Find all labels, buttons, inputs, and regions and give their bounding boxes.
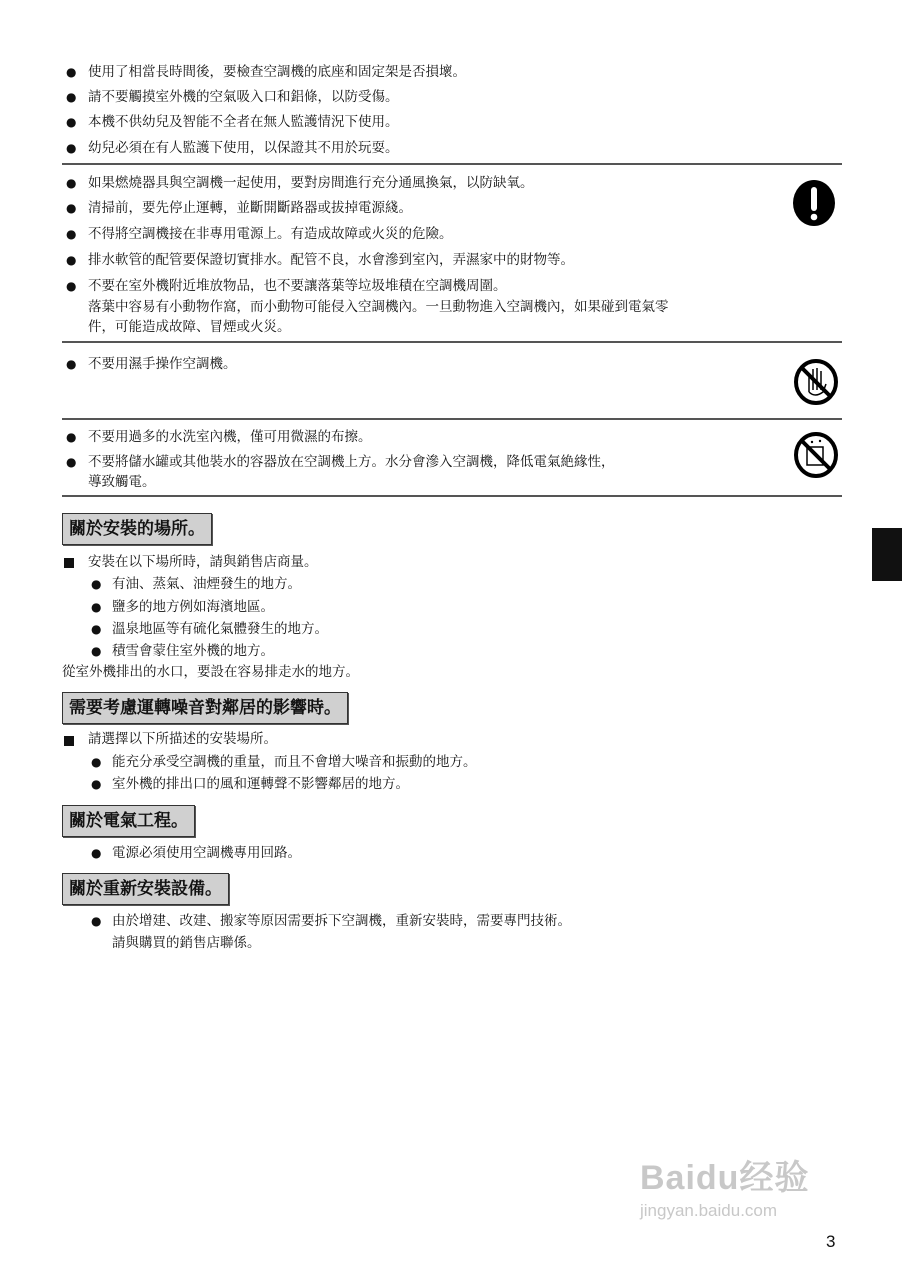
warning-text: 幼兒必須在有人監護下使用，以保證其不用於玩耍。 — [88, 140, 399, 156]
warning-text: 導致觸電。 — [88, 474, 156, 490]
bullet: ● — [66, 279, 77, 293]
watermark — [640, 1150, 809, 1221]
chapter-tab — [872, 528, 902, 581]
list-item: 積雪會蒙住室外機的地方。 — [112, 643, 274, 659]
section-heading-noise: 需要考慮運轉噪音對鄰居的影響時。 — [62, 692, 348, 724]
warning-text: 請不要觸摸室外機的空氣吸入口和鋁條，以防受傷。 — [88, 89, 399, 105]
warning-text: 排水軟管的配管要保證切實排水。配管不良，水會滲到室內，弄濕家中的財物等。 — [88, 252, 574, 268]
divider — [62, 495, 842, 497]
warning-text: 如果燃燒器具與空調機一起使用，要對房間進行充分通風換氣，以防缺氧。 — [88, 175, 534, 191]
section-heading-reinstall: 關於重新安裝設備。 — [62, 873, 229, 905]
section-note: 從室外機排出的水口，要設在容易排走水的地方。 — [62, 664, 359, 680]
bullet: ● — [91, 755, 102, 769]
warning-text: 不要將儲水罐或其他裝水的容器放在空調機上方。水分會滲入空調機，降低電氣絶緣性， — [88, 454, 615, 470]
list-item: 能充分承受空調機的重量，而且不會增大噪音和振動的地方。 — [112, 754, 477, 770]
divider — [62, 163, 842, 165]
warning-text: 不得將空調機接在非專用電源上。有造成故障或火災的危險。 — [88, 226, 453, 242]
exclamation-mandatory-icon — [791, 180, 837, 226]
watermark-url: jingyan.baidu.com — [640, 1201, 778, 1220]
list-item: 鹽多的地方例如海濱地區。 — [112, 599, 274, 615]
section-lead: 安裝在以下場所時，請與銷售店商量。 — [88, 554, 318, 570]
list-item: 電源必須使用空調機專用回路。 — [112, 845, 301, 861]
bullet: ● — [66, 115, 77, 129]
bullet: ● — [66, 90, 77, 104]
section-lead: 請選擇以下所描述的安裝場所。 — [88, 731, 277, 747]
bullet: ● — [66, 141, 77, 155]
section-heading-install-location: 關於安裝的場所。 — [62, 513, 212, 545]
list-item: 由於增建、改建、搬家等原因需要拆下空調機，重新安裝時，需要專門技術。 — [112, 913, 571, 929]
list-item: 溫泉地區等有硫化氣體發生的地方。 — [112, 621, 328, 637]
divider — [62, 341, 842, 343]
bullet: ● — [66, 455, 77, 469]
bullet: ● — [66, 227, 77, 241]
square-bullet — [64, 558, 74, 568]
no-water-container-icon — [793, 431, 839, 479]
list-item: 室外機的排出口的風和運轉聲不影響鄰居的地方。 — [112, 776, 409, 792]
square-bullet — [64, 736, 74, 746]
bullet: ● — [66, 65, 77, 79]
list-item: 請與購買的銷售店聯係。 — [112, 935, 261, 951]
warning-text: 使用了相當長時間後，要檢查空調機的底座和固定架是否損壞。 — [88, 64, 466, 80]
warning-text: 不要用濕手操作空調機。 — [88, 356, 237, 372]
bullet: ● — [66, 357, 77, 371]
warning-text: 不要用過多的水洗室內機，僅可用微濕的布擦。 — [88, 429, 372, 445]
warning-text: 件，可能造成故障、冒煙或火災。 — [88, 319, 291, 335]
warning-text: 落葉中容易有小動物作窩，而小動物可能侵入空調機內。一旦動物進入空調機內，如果碰到電氣零 — [88, 299, 669, 315]
warning-text: 不要在室外機附近堆放物品，也不要讓落葉等垃圾堆積在空調機周圍。 — [88, 278, 507, 294]
section-heading-electric: 關於電氣工程。 — [62, 805, 195, 837]
bullet: ● — [66, 253, 77, 267]
watermark-brand: Baidu经验 — [640, 1159, 810, 1197]
no-wet-hands-icon — [793, 358, 839, 406]
warning-text: 清掃前，要先停止運轉，並斷開斷路器或拔掉電源綫。 — [88, 200, 412, 216]
bullet: ● — [91, 600, 102, 614]
page-number: 3 — [826, 1232, 836, 1251]
bullet: ● — [91, 914, 102, 928]
divider — [62, 418, 842, 420]
warning-text: 本機不供幼兒及智能不全者在無人監護情況下使用。 — [88, 114, 399, 130]
bullet: ● — [91, 644, 102, 658]
bullet: ● — [91, 622, 102, 636]
bullet: ● — [66, 430, 77, 444]
bullet: ● — [91, 577, 102, 591]
bullet: ● — [91, 846, 102, 860]
bullet: ● — [66, 176, 77, 190]
bullet: ● — [66, 201, 77, 215]
list-item: 有油、蒸氣、油煙發生的地方。 — [112, 576, 301, 592]
bullet: ● — [91, 777, 102, 791]
